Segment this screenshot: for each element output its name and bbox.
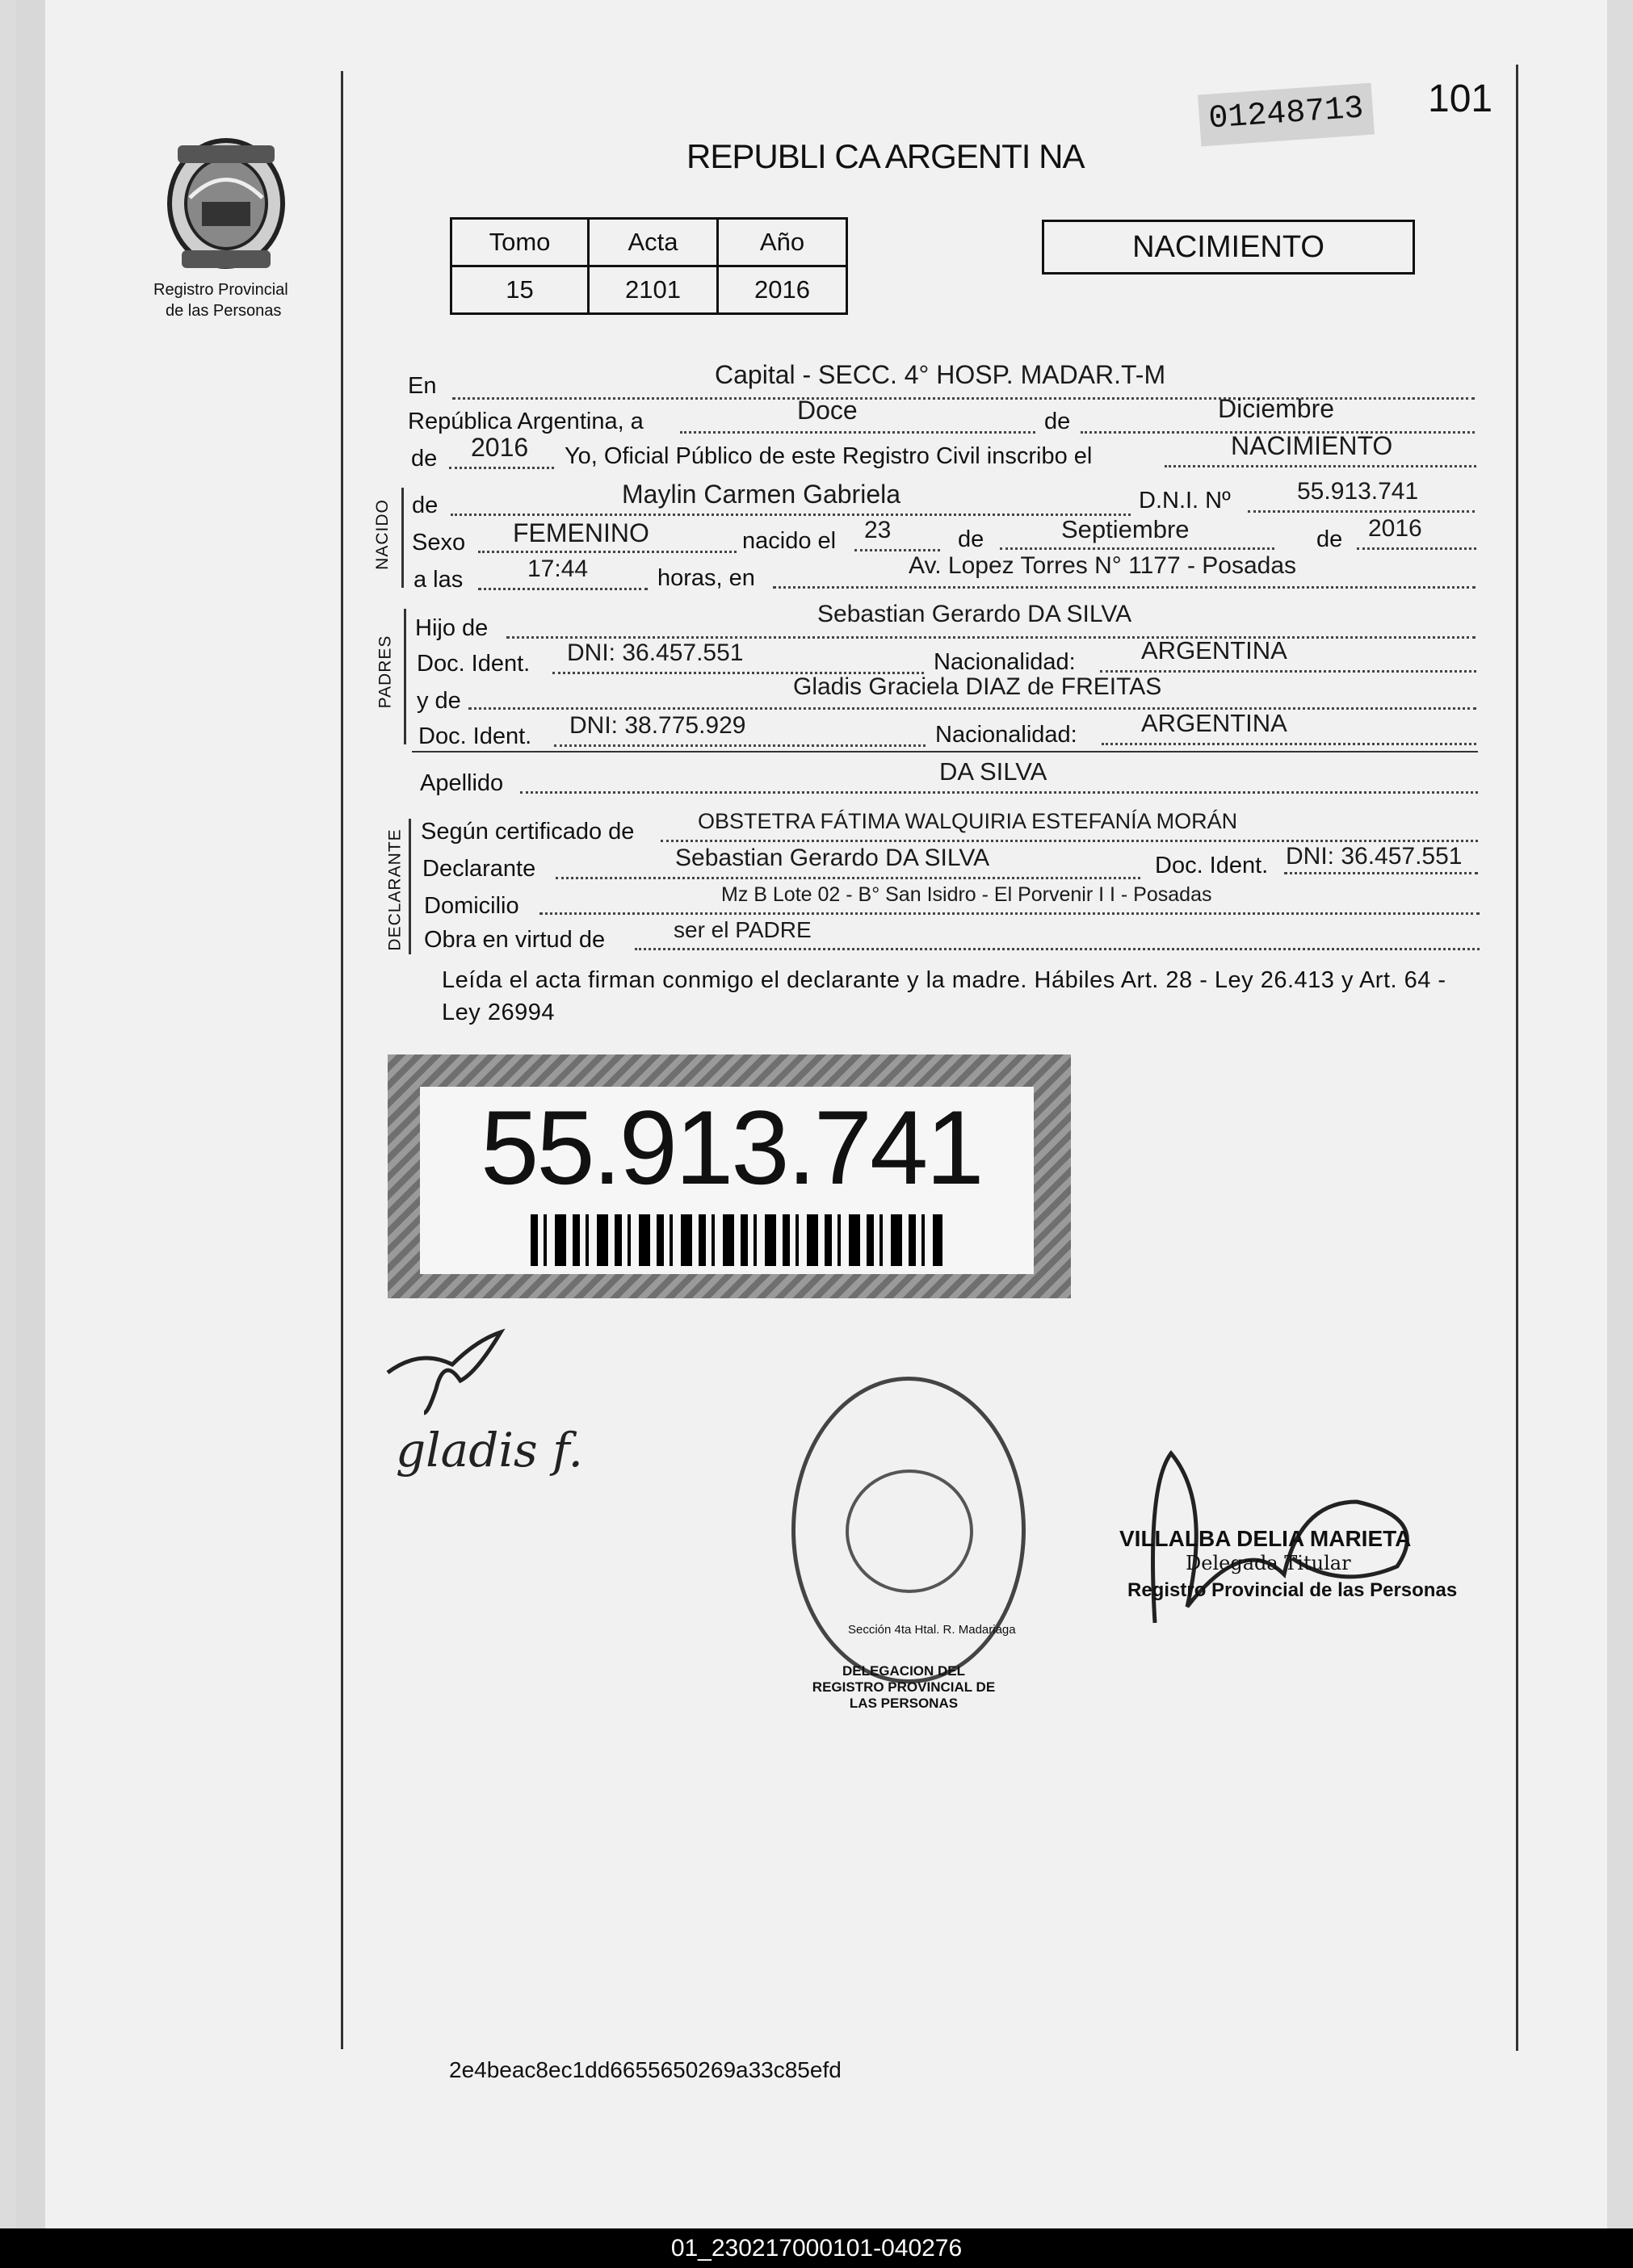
id-stamp-panel — [420, 1087, 1034, 1274]
apellido-value: DA SILVA — [939, 757, 1047, 786]
left-margin-rule — [341, 71, 343, 2049]
anio-value: 2016 — [718, 266, 847, 314]
sexo-label: Sexo — [412, 530, 466, 555]
time-line — [478, 588, 648, 590]
nacido-rule — [401, 488, 404, 588]
declarante-label: DECLARANTE — [385, 828, 405, 951]
official-seal — [791, 1377, 1026, 1683]
mother-doc-label: Doc. Ident. — [418, 723, 532, 749]
seal-inner-text: Sección 4ta Htal. R. Madariaga — [848, 1623, 1016, 1637]
father-doc-label: Doc. Ident. — [417, 651, 531, 677]
stamp-number: 55.913.741 — [481, 1088, 982, 1206]
acta-label: Acta — [589, 219, 718, 266]
decl-doc-label: Doc. Ident. — [1155, 853, 1269, 878]
country-title: REPUBLI CA ARGENTI NA — [686, 137, 1085, 175]
birth-month-line — [1000, 547, 1274, 550]
year-line — [449, 467, 554, 469]
child-dni: 55.913.741 — [1297, 478, 1419, 505]
mother-nationality: ARGENTINA — [1141, 709, 1287, 737]
mother-nat-line — [1102, 743, 1476, 745]
birth-place-line — [773, 586, 1476, 589]
year-value: 2016 — [471, 433, 529, 462]
day-value: Doce — [797, 396, 858, 425]
nacido-de-label-3: de — [1316, 526, 1343, 552]
father-nat-line — [1100, 670, 1476, 673]
official-name: VILLALBA DELIA MARIETA — [1119, 1526, 1412, 1551]
paper-edge — [16, 0, 45, 2228]
registry-line1: Registro Provincial — [153, 281, 288, 299]
place-value: Capital - SECC. 4° HOSP. MADAR.T-M — [715, 360, 1166, 389]
right-margin-rule — [1516, 65, 1518, 2051]
decl-doc: DNI: 36.457.551 — [1286, 843, 1463, 870]
a-las-label: a las — [413, 567, 464, 593]
nacido-de-label: de — [412, 493, 439, 518]
document-hash: 2e4beac8ec1dd6655650269a33c85efd — [449, 2057, 842, 2082]
anio-label: Año — [718, 219, 847, 266]
father-nat-label: Nacionalidad: — [934, 649, 1076, 675]
padres-label: PADRES — [376, 635, 395, 709]
birth-day-line — [854, 549, 940, 551]
legal-note: Leída el acta firman conmigo el declarante y la madre. Hábiles Art. 28 - Ley 26.413 y Art. 64 - Ley 26994 — [442, 967, 1446, 1025]
birth-day: 23 — [864, 517, 892, 543]
official-role: Delegada Titular — [1186, 1552, 1351, 1574]
file-id-bar: 01_230217000101-040276 — [0, 2228, 1633, 2268]
dni-label: D.N.I. Nº — [1139, 488, 1231, 514]
official-text: Yo, Oficial Público de este Registro Civil inscribo el — [565, 443, 1093, 469]
apellido-label: Apellido — [420, 770, 504, 796]
month-value: Diciembre — [1218, 394, 1335, 423]
padres-rule — [404, 609, 406, 744]
page-number: 101 — [1428, 78, 1493, 120]
father-doc: DNI: 36.457.551 — [567, 639, 744, 666]
sexo-value: FEMENINO — [513, 518, 649, 547]
decl-label: Declarante — [422, 856, 536, 882]
en-label: En — [408, 373, 437, 399]
birth-month: Septiembre — [1061, 515, 1190, 543]
obra-label: Obra en virtud de — [424, 927, 606, 953]
name-line — [451, 514, 1131, 516]
sexo-line — [478, 551, 737, 553]
official-org: Registro Provincial de las Personas — [1127, 1579, 1458, 1601]
day-line — [680, 431, 1035, 434]
record-type-box: NACIMIENTO — [1042, 220, 1415, 275]
seal-text: DELEGACION DEL REGISTRO PROVINCIAL DE LAS PERSONAS — [812, 1663, 996, 1711]
dom-line — [539, 912, 1480, 915]
horas-en-label: horas, en — [657, 565, 755, 591]
nacido-label: NACIDO — [372, 499, 392, 570]
cert-label: Según certificado de — [421, 819, 635, 845]
province-logo — [157, 129, 295, 275]
decl-doc-line — [1284, 872, 1478, 874]
nacido-de-label-2: de — [958, 526, 984, 552]
padres-divider — [412, 751, 1478, 753]
barcode — [531, 1214, 942, 1266]
decl-line — [556, 877, 1140, 879]
mother-line — [468, 707, 1476, 710]
registry-line2: de las Personas — [166, 302, 282, 320]
record-table — [450, 217, 848, 315]
serial-stamp: 01248713 — [1198, 83, 1375, 147]
tomo-label: Tomo — [451, 219, 589, 266]
mother-doc-line — [554, 744, 926, 747]
inscribed-value: NACIMIENTO — [1231, 431, 1393, 460]
inscribed-line — [1165, 465, 1476, 467]
hijo-de-label: Hijo de — [415, 615, 489, 641]
father-name: Sebastian Gerardo DA SILVA — [817, 601, 1132, 627]
seal-emblem — [846, 1469, 973, 1593]
dom-value: Mz B Lote 02 - B° San Isidro - El Porvenir I I - Posadas — [721, 883, 1212, 906]
acta-value: 2101 — [589, 266, 718, 314]
mother-doc: DNI: 38.775.929 — [569, 712, 746, 739]
birth-place: Av. Lopez Torres N° 1177 - Posadas — [909, 552, 1297, 579]
declarant-signature — [380, 1316, 525, 1421]
dom-label: Domicilio — [424, 893, 519, 919]
dni-line — [1248, 510, 1475, 513]
y-de-label: y de — [417, 688, 461, 714]
mother-signature: gladis f. — [396, 1423, 583, 1478]
decl-value: Sebastian Gerardo DA SILVA — [675, 845, 990, 871]
mother-name: Gladis Graciela DIAZ de FREITAS — [793, 673, 1162, 700]
birth-year: 2016 — [1368, 515, 1422, 542]
obra-line — [635, 948, 1480, 950]
mother-nat-label: Nacionalidad: — [935, 722, 1077, 748]
republica-label: República Argentina, a — [408, 409, 644, 434]
declarante-rule — [409, 819, 411, 954]
cert-line — [661, 840, 1478, 842]
de-label-2: de — [411, 446, 438, 472]
cert-value: OBSTETRA FÁTIMA WALQUIRIA ESTEFANÍA MORÁN — [698, 809, 1238, 833]
child-name: Maylin Carmen Gabriela — [622, 480, 901, 509]
apellido-line — [520, 791, 1478, 794]
tomo-value: 15 — [451, 266, 589, 314]
father-line — [506, 636, 1476, 639]
father-nationality: ARGENTINA — [1141, 636, 1287, 664]
de-label-1: de — [1044, 409, 1071, 434]
nacido-el-label: nacido el — [742, 528, 837, 554]
id-stamp — [388, 1054, 1071, 1298]
birth-year-line — [1357, 547, 1476, 550]
birth-time: 17:44 — [527, 555, 589, 582]
obra-value: ser el PADRE — [674, 917, 812, 942]
